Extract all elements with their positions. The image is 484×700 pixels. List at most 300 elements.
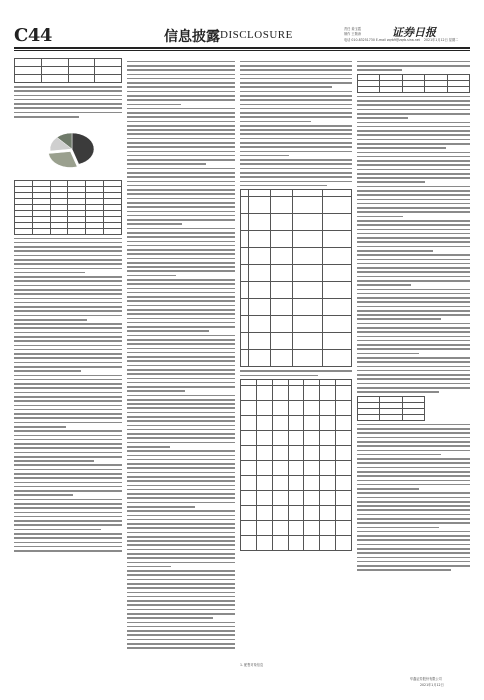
text-line	[127, 202, 235, 204]
text-line	[127, 258, 235, 260]
text-line	[357, 344, 470, 346]
text-line	[14, 357, 122, 359]
text-line	[127, 159, 235, 161]
footer-date: 2021年1月12日	[420, 683, 444, 687]
text-line	[127, 609, 235, 611]
text-line	[127, 600, 235, 602]
text-line	[127, 416, 235, 418]
text-line	[14, 490, 122, 492]
text-line	[240, 104, 352, 106]
newspaper-logo: 证券日报	[392, 26, 436, 39]
text-line	[127, 557, 235, 559]
text-line	[357, 194, 470, 196]
header-rule-thin	[14, 50, 470, 51]
small-table-col4	[357, 74, 470, 93]
text-line	[240, 74, 352, 76]
text-line	[14, 456, 122, 458]
text-line	[357, 156, 470, 158]
text-line	[14, 546, 122, 548]
text-line	[240, 181, 352, 183]
text-line	[14, 250, 122, 252]
text-line	[357, 437, 470, 439]
section-title: 信息披露	[164, 29, 220, 45]
text-line	[14, 396, 122, 398]
text-line	[357, 357, 470, 359]
text-line	[14, 524, 122, 526]
text-line	[127, 574, 235, 576]
text-line	[357, 169, 470, 171]
text-line	[127, 253, 235, 255]
text-line	[127, 480, 235, 482]
text-line	[357, 259, 470, 261]
maker-label: 制作 王敬涛	[344, 32, 361, 36]
text-line	[357, 160, 470, 162]
text-line	[357, 220, 470, 222]
text-line	[127, 622, 235, 624]
text-line	[14, 473, 122, 475]
text-line	[14, 276, 122, 278]
text-line	[127, 138, 235, 140]
editor-label: 责任 姜玉霞	[344, 27, 361, 31]
text-line	[240, 133, 352, 135]
text-line	[14, 379, 122, 381]
text-line	[14, 366, 122, 368]
text-line	[127, 467, 235, 469]
text-line	[357, 331, 470, 333]
text-line	[357, 471, 470, 473]
text-line	[127, 116, 235, 118]
text-line	[357, 190, 470, 192]
text-line	[127, 515, 235, 517]
text-line	[127, 407, 235, 409]
text-line	[127, 446, 170, 448]
text-line	[14, 392, 122, 394]
text-line	[357, 267, 470, 269]
text-line	[127, 553, 235, 555]
text-line	[127, 485, 235, 487]
text-line	[357, 432, 470, 434]
text-line	[127, 185, 235, 187]
text-line	[357, 391, 439, 393]
text-line	[240, 95, 352, 97]
text-line	[14, 323, 122, 325]
text-line	[14, 486, 122, 488]
text-line	[357, 370, 470, 372]
text-line	[14, 430, 122, 432]
text-line	[14, 439, 122, 441]
text-line	[14, 259, 122, 261]
text-line	[14, 263, 122, 265]
text-line	[127, 429, 235, 431]
text-line	[357, 289, 470, 291]
top-table-col1	[14, 58, 122, 83]
text-line	[127, 510, 235, 512]
text-line	[127, 617, 213, 619]
text-line	[127, 339, 235, 341]
text-line	[357, 383, 470, 385]
text-line	[14, 349, 122, 351]
text-line	[127, 61, 235, 63]
text-line	[14, 537, 122, 539]
text-line	[127, 206, 235, 208]
text-line	[357, 216, 403, 218]
text-line	[240, 82, 352, 84]
text-line	[357, 280, 470, 282]
text-line	[14, 516, 122, 518]
text-line	[357, 130, 470, 132]
text-line	[127, 365, 235, 367]
text-line	[127, 455, 235, 457]
text-line	[357, 561, 470, 563]
pie-slices	[49, 133, 94, 168]
page-number: C44	[14, 25, 52, 46]
text-line	[127, 592, 235, 594]
column-3	[240, 58, 352, 658]
text-line	[127, 523, 235, 525]
text-line	[127, 647, 235, 649]
text-line	[14, 298, 122, 300]
text-line	[14, 362, 122, 364]
text-line	[127, 65, 235, 67]
text-line	[357, 263, 470, 265]
allocation-table	[240, 189, 352, 367]
text-line	[357, 497, 470, 499]
section-title-en: DISCLOSURE	[220, 29, 293, 41]
text-line	[357, 484, 470, 486]
text-line	[240, 78, 352, 80]
text-line	[14, 413, 122, 415]
text-line	[127, 292, 235, 294]
text-line	[14, 353, 122, 355]
text-line	[127, 283, 235, 285]
text-line	[357, 327, 470, 329]
text-line	[357, 224, 470, 226]
text-line	[240, 172, 352, 174]
text-line	[357, 522, 470, 524]
page-header	[14, 24, 470, 46]
text-line	[14, 383, 122, 385]
text-line	[14, 435, 122, 437]
text-line	[127, 403, 235, 405]
text-line	[127, 300, 235, 302]
text-line	[127, 583, 235, 585]
text-line	[14, 499, 122, 501]
text-line	[357, 117, 408, 119]
text-line	[127, 472, 235, 474]
text-line	[127, 142, 235, 144]
text-line	[357, 323, 470, 325]
text-line	[127, 228, 235, 230]
text-line	[240, 116, 352, 118]
text-line	[357, 284, 411, 286]
text-line	[357, 318, 441, 320]
text-line	[127, 151, 235, 153]
text-line	[357, 310, 470, 312]
column-1	[14, 58, 122, 658]
text-line	[127, 91, 235, 93]
text-line	[240, 129, 352, 131]
footer-note: 1. 配售对象信息	[240, 663, 264, 667]
text-line	[357, 306, 470, 308]
text-line	[14, 443, 122, 445]
text-line	[357, 450, 470, 452]
text-line	[357, 237, 470, 239]
text-line	[127, 168, 235, 170]
text-line	[357, 565, 470, 567]
text-line	[357, 387, 470, 389]
text-line	[357, 428, 470, 430]
text-line	[14, 285, 122, 287]
text-line	[127, 476, 235, 478]
text-line	[127, 198, 235, 200]
text-line	[127, 193, 235, 195]
text-line	[127, 112, 235, 114]
text-line	[127, 121, 235, 123]
text-line	[240, 163, 352, 165]
text-line	[14, 503, 122, 505]
text-line	[357, 492, 470, 494]
text-line	[14, 452, 122, 454]
text-line	[127, 497, 235, 499]
text-line	[357, 467, 470, 469]
text-line	[127, 587, 235, 589]
text-line	[357, 514, 470, 516]
footer-issuer: 华鑫证券股份有限公司	[410, 677, 442, 681]
text-line	[127, 176, 235, 178]
text-line	[127, 181, 235, 183]
text-line	[127, 378, 235, 380]
text-line	[127, 266, 235, 268]
text-line	[357, 518, 470, 520]
text-line	[357, 544, 470, 546]
text-line	[357, 301, 470, 303]
text-line	[127, 506, 195, 508]
text-line	[127, 442, 235, 444]
text-line	[127, 133, 235, 135]
text-line	[240, 108, 352, 110]
text-line	[14, 507, 122, 509]
pie-slice-b	[49, 151, 78, 167]
text-line	[127, 211, 235, 213]
text-line	[14, 289, 122, 291]
text-line	[127, 313, 235, 315]
text-line	[127, 352, 235, 354]
text-line	[357, 557, 470, 559]
text-line	[127, 373, 235, 375]
column-4-body-b	[357, 424, 470, 571]
text-line	[357, 96, 470, 98]
text-line	[14, 332, 122, 334]
text-line	[127, 360, 235, 362]
text-line	[14, 310, 122, 312]
text-line	[240, 138, 352, 140]
pie-slice-a	[72, 133, 94, 164]
text-line	[357, 462, 470, 464]
text-line	[127, 108, 235, 110]
text-line	[127, 241, 235, 243]
text-line	[14, 370, 81, 372]
text-line	[14, 422, 122, 424]
text-line	[357, 480, 470, 482]
text-line	[127, 630, 235, 632]
text-line	[127, 544, 235, 546]
text-line	[357, 250, 433, 252]
text-line	[14, 315, 122, 317]
text-line	[357, 297, 470, 299]
text-line	[357, 207, 470, 209]
text-line	[240, 146, 352, 148]
text-line	[357, 203, 470, 205]
text-line	[14, 336, 122, 338]
text-line	[14, 520, 122, 522]
text-line	[14, 494, 73, 496]
text-line	[357, 152, 470, 154]
text-line	[127, 288, 235, 290]
text-line	[14, 542, 122, 544]
text-line	[127, 502, 235, 504]
text-line	[357, 378, 470, 380]
text-line	[240, 185, 327, 187]
text-line	[357, 488, 419, 490]
text-line	[14, 255, 122, 257]
text-line	[14, 482, 122, 484]
text-line	[357, 126, 470, 128]
text-line	[127, 223, 182, 225]
text-line	[127, 296, 235, 298]
text-line	[357, 374, 470, 376]
text-line	[127, 215, 235, 217]
text-line	[240, 91, 352, 93]
text-line	[127, 356, 235, 358]
text-line	[127, 536, 235, 538]
text-line	[357, 293, 470, 295]
text-line	[240, 112, 352, 114]
text-line	[14, 306, 122, 308]
text-line	[127, 275, 176, 277]
text-line	[357, 229, 470, 231]
text-line	[357, 445, 470, 447]
text-line	[127, 262, 235, 264]
text-line	[357, 139, 470, 141]
text-line	[357, 143, 470, 145]
text-line	[127, 643, 235, 645]
text-line	[357, 134, 470, 136]
text-line	[127, 433, 235, 435]
text-line	[240, 125, 352, 127]
text-line	[14, 345, 122, 347]
text-line	[357, 340, 470, 342]
text-line	[357, 177, 470, 179]
text-line	[127, 348, 235, 350]
text-line	[14, 529, 101, 531]
text-line	[14, 293, 122, 295]
text-line	[127, 395, 235, 397]
text-line	[127, 172, 235, 174]
text-line	[14, 469, 122, 471]
text-line	[357, 336, 470, 338]
text-line	[14, 477, 122, 479]
text-line	[14, 340, 122, 342]
text-line	[14, 447, 122, 449]
text-line	[14, 512, 122, 514]
text-line	[14, 417, 122, 419]
text-line	[127, 245, 235, 247]
text-line	[357, 454, 441, 456]
text-line	[127, 450, 235, 452]
text-line	[357, 509, 470, 511]
text-line	[14, 464, 122, 466]
text-line	[357, 475, 470, 477]
column-1-body	[14, 238, 122, 552]
text-line	[127, 382, 235, 384]
text-line	[240, 99, 352, 101]
text-line	[127, 309, 235, 311]
text-line	[357, 186, 470, 188]
contact-info: 电话 010-83251730 E-mail zqrb9@zqrb.sina.net	[344, 38, 420, 42]
text-line	[357, 241, 470, 243]
column-3-intro	[240, 61, 352, 187]
text-line	[127, 613, 235, 615]
text-line	[127, 318, 235, 320]
text-line	[127, 420, 235, 422]
text-line	[240, 65, 352, 67]
text-line	[357, 276, 470, 278]
text-line	[127, 322, 235, 324]
text-line	[357, 548, 470, 550]
column-2-body	[127, 61, 235, 649]
text-line	[357, 353, 419, 355]
text-line	[240, 61, 352, 63]
text-line	[127, 570, 235, 572]
text-line	[127, 604, 235, 606]
text-line	[127, 326, 235, 328]
text-line	[127, 425, 235, 427]
pie-chart	[14, 121, 122, 177]
text-line	[127, 155, 235, 157]
text-line	[240, 151, 352, 153]
text-line	[14, 280, 122, 282]
text-line	[357, 314, 470, 316]
text-line	[127, 236, 235, 238]
text-line	[127, 335, 235, 337]
text-line	[357, 199, 470, 201]
text-line	[357, 164, 470, 166]
data-table-col1	[14, 180, 122, 235]
text-line	[127, 412, 235, 414]
text-line	[127, 279, 235, 281]
text-line	[14, 268, 122, 270]
text-line	[14, 327, 122, 329]
text-line	[127, 78, 235, 80]
header-rule-thick	[14, 47, 470, 49]
text-line	[127, 86, 235, 88]
text-line	[357, 552, 470, 554]
text-line	[127, 549, 235, 551]
text-line	[357, 173, 470, 175]
text-line	[14, 400, 122, 402]
text-line	[127, 99, 235, 101]
text-line	[14, 319, 87, 321]
text-line	[127, 330, 209, 332]
column-2	[127, 58, 235, 658]
text-line	[127, 390, 185, 392]
text-line	[127, 95, 235, 97]
text-line	[127, 463, 235, 465]
text-line	[127, 249, 235, 251]
text-line	[14, 387, 122, 389]
text-line	[14, 238, 122, 240]
text-line	[357, 147, 446, 149]
